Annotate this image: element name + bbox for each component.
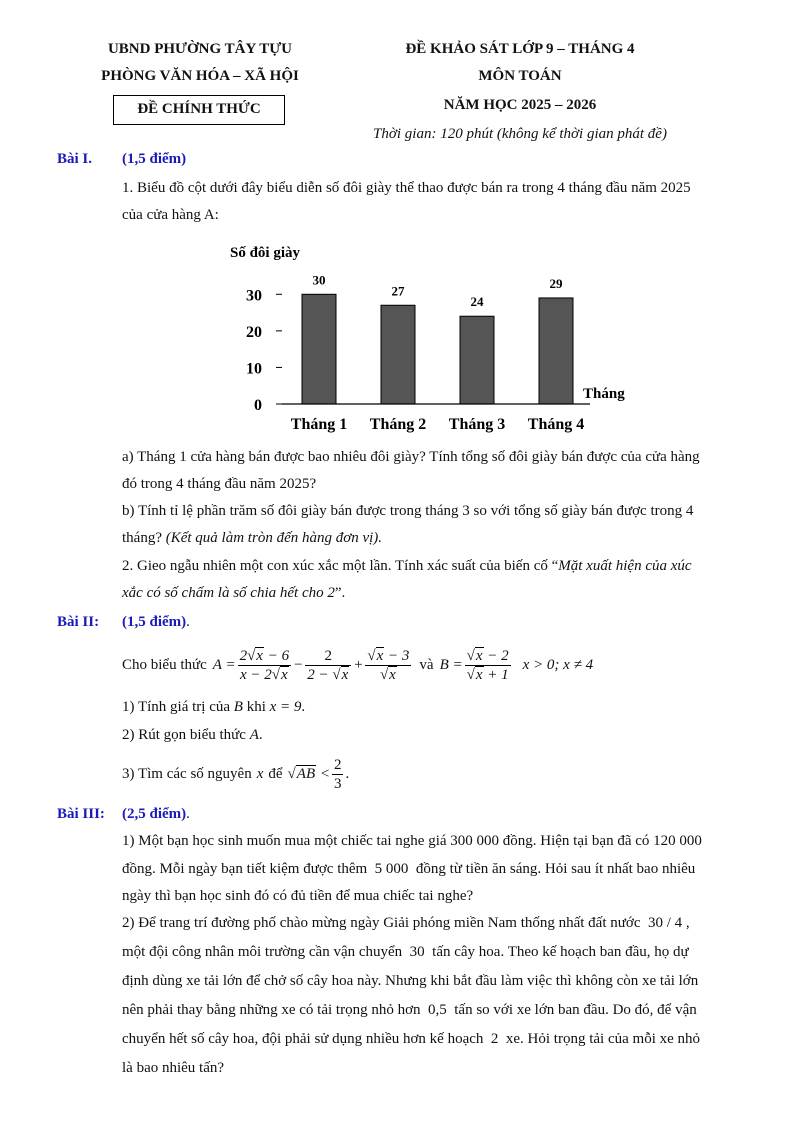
section-1-label: Bài I. bbox=[57, 151, 93, 167]
q2-line2 bbox=[122, 580, 345, 607]
office-name: PHÒNG VĂN HÓA – XÃ HỘI bbox=[101, 68, 299, 84]
q1a-line2: đó trong 4 tháng đầu năm 2025? bbox=[122, 476, 317, 492]
q2-1: 1) Tính giá trị của B khi x = 9. bbox=[122, 699, 306, 715]
q2-1-when: khi bbox=[246, 699, 266, 715]
section-2-label: Bài II: bbox=[57, 614, 100, 630]
q1a-line1: a) Tháng 1 cửa hàng bán được bao nhiêu đôi giày? Tính tổng số đôi giày bán được của cửa hàng bbox=[122, 449, 700, 465]
frac-B: $\frac{√x - 2}{√x + 1}$ bbox=[466, 647, 509, 683]
q2-line2-event: xắc có số chấm là số chia hết cho 2 bbox=[122, 585, 335, 601]
frac-2-3: $\frac{2}{3}$ bbox=[333, 756, 342, 792]
section-2-points-wrap bbox=[122, 614, 190, 631]
q2-3-ineq: √AB < bbox=[287, 765, 330, 782]
q2-1-expr: x = 9 bbox=[269, 699, 302, 715]
q2-3-text: 3) Tìm các số nguyên bbox=[122, 765, 252, 782]
section-1-points: (1,5 điểm) bbox=[122, 151, 187, 167]
bar-value-label: 27 bbox=[391, 283, 405, 299]
section-2-points: (1,5 điểm) bbox=[122, 614, 187, 630]
section-3-points: (2,5 điểm) bbox=[122, 806, 187, 822]
q1-line1: 1. Biểu đồ cột dưới đây biểu diễn số đôi giày thể thao được bán ra trong 4 tháng đầu năm 2025 bbox=[122, 180, 691, 196]
q1b-line2-note: (Kết quả làm tròn đến hàng đơn vị). bbox=[165, 530, 383, 546]
dept-name: UBND PHƯỜNG TÂY TỰU bbox=[107, 41, 293, 57]
q1b-line2-text: tháng? bbox=[122, 530, 166, 546]
q2-line2-end: ”. bbox=[334, 585, 346, 601]
expr-B: B = bbox=[439, 656, 463, 673]
bar-value-label: 29 bbox=[549, 275, 563, 291]
q2-3-var: x bbox=[256, 765, 264, 782]
bar-value-label: 30 bbox=[312, 272, 326, 288]
q1b-line2 bbox=[122, 525, 382, 552]
subject: MÔN TOÁN bbox=[478, 68, 562, 84]
p2-line3: định dùng xe tải lớn để chở số cây hoa này. Nhưng khi bắt đầu làm việc thì không còn xe tải lớn bbox=[122, 973, 699, 989]
y-tick-label: 0 bbox=[254, 397, 262, 414]
section-2-points-dot: . bbox=[186, 614, 190, 630]
bar bbox=[302, 294, 336, 404]
p2-line6: là bao nhiêu tấn? bbox=[122, 1060, 225, 1076]
q2-2-text: 2) Rút gọn biểu thức bbox=[122, 727, 246, 743]
bar bbox=[381, 305, 415, 404]
y-tick-label: 10 bbox=[246, 360, 262, 378]
q2-2-var: A bbox=[249, 727, 259, 743]
expr-and: và bbox=[419, 656, 434, 673]
frac-1: $\frac{2√x - 6}{x - 2√x}$ bbox=[239, 647, 290, 683]
p2-line2: một đội công nhân môi trường cần vận chuyển 30 tấn cây hoa. Theo kế hoạch ban đầu, họ dự bbox=[122, 944, 689, 960]
bar-value-label: 24 bbox=[470, 294, 484, 310]
q1b-line1: b) Tính tỉ lệ phần trăm số đôi giày bán được trong tháng 3 so với tổng số giày bán được trong 4 bbox=[122, 503, 694, 519]
bar bbox=[460, 316, 494, 404]
school-year: NĂM HỌC 2025 – 2026 bbox=[443, 97, 597, 113]
q2-2: 2) Rút gọn biểu thức A. bbox=[122, 727, 263, 743]
y-axis-label: Số đôi giày bbox=[230, 245, 301, 261]
minus-sign: − bbox=[293, 656, 304, 673]
x-category-label: Tháng 1 bbox=[290, 416, 348, 433]
official-badge: ĐỀ CHÍNH THỨC bbox=[113, 95, 285, 125]
exam-title: ĐỀ KHẢO SÁT LỚP 9 – THÁNG 4 bbox=[405, 41, 635, 57]
expr-cond: x > 0; x ≠ 4 bbox=[522, 656, 594, 673]
plus-sign: + bbox=[353, 656, 364, 673]
x-axis-label: Tháng bbox=[583, 386, 625, 402]
q1-line2: của cửa hàng A: bbox=[122, 207, 219, 223]
expr-intro: Cho biểu thức bbox=[122, 656, 207, 673]
x-category-label: Tháng 4 bbox=[527, 416, 585, 433]
p1-line2: đồng. Mỗi ngày bạn tiết kiệm được thêm 5 000 đồng từ tiền ăn sáng. Hỏi sau ít nhất bao nhiêu bbox=[122, 861, 696, 877]
y-tick-label: 30 bbox=[246, 287, 262, 305]
p2-line1: 2) Để trang trí đường phố chào mừng ngày Giải phóng miền Nam thống nhất đất nước 30 / 4 , bbox=[122, 915, 690, 931]
q2-line1-text: 2. Gieo ngẫu nhiên một con xúc xắc một lần. Tính xác suất của biến cố “ bbox=[122, 558, 559, 574]
q2-3-de: để bbox=[268, 765, 283, 782]
bar-chart bbox=[220, 236, 630, 440]
p1-line3: ngày thì bạn học sinh đó có đủ tiền để mua chiếc tai nghe? bbox=[122, 888, 474, 904]
p2-line5: chuyển hết số cây hoa, đội phải sử dụng nhiều hơn kế hoạch 2 xe. Hỏi trọng tải của mỗi xe nhỏ bbox=[122, 1031, 701, 1047]
frac-2: $\frac{2}{2 - √x}$ bbox=[305, 647, 351, 684]
q2-1-var: B bbox=[233, 699, 243, 715]
p2-line4: nên phải thay bằng những xe có tải trọng nhỏ hơn 0,5 tấn so với xe lớn ban đầu. Do đó, để vận bbox=[122, 1002, 697, 1018]
q2-3: 3) Tìm các số nguyên x để √AB < $\frac{2}{3}$ . bbox=[122, 756, 350, 792]
section-3-points-dot: . bbox=[186, 806, 190, 822]
q2-1-text: 1) Tính giá trị của bbox=[122, 699, 231, 715]
x-category-label: Tháng 3 bbox=[448, 416, 506, 433]
section-3-points-wrap bbox=[122, 806, 190, 823]
expr-A: A = bbox=[212, 656, 236, 673]
y-tick-label: 20 bbox=[246, 323, 262, 341]
frac-3: $\frac{√x - 3}{√x}$ bbox=[367, 647, 410, 683]
p1-line1: 1) Một bạn học sinh muốn mua một chiếc tai nghe giá 300 000 đồng. Hiện tại bạn đã có 120 000 bbox=[122, 833, 702, 849]
section-3-label: Bài III: bbox=[57, 806, 105, 822]
time-note: Thời gian: 120 phút (không kể thời gian phát đề) bbox=[373, 126, 667, 142]
bar bbox=[539, 298, 573, 404]
q2-line1 bbox=[122, 553, 692, 580]
expression-line bbox=[122, 642, 593, 688]
q2-line1-event: Mặt xuất hiện của xúc bbox=[558, 558, 692, 574]
x-category-label: Tháng 2 bbox=[369, 416, 427, 433]
